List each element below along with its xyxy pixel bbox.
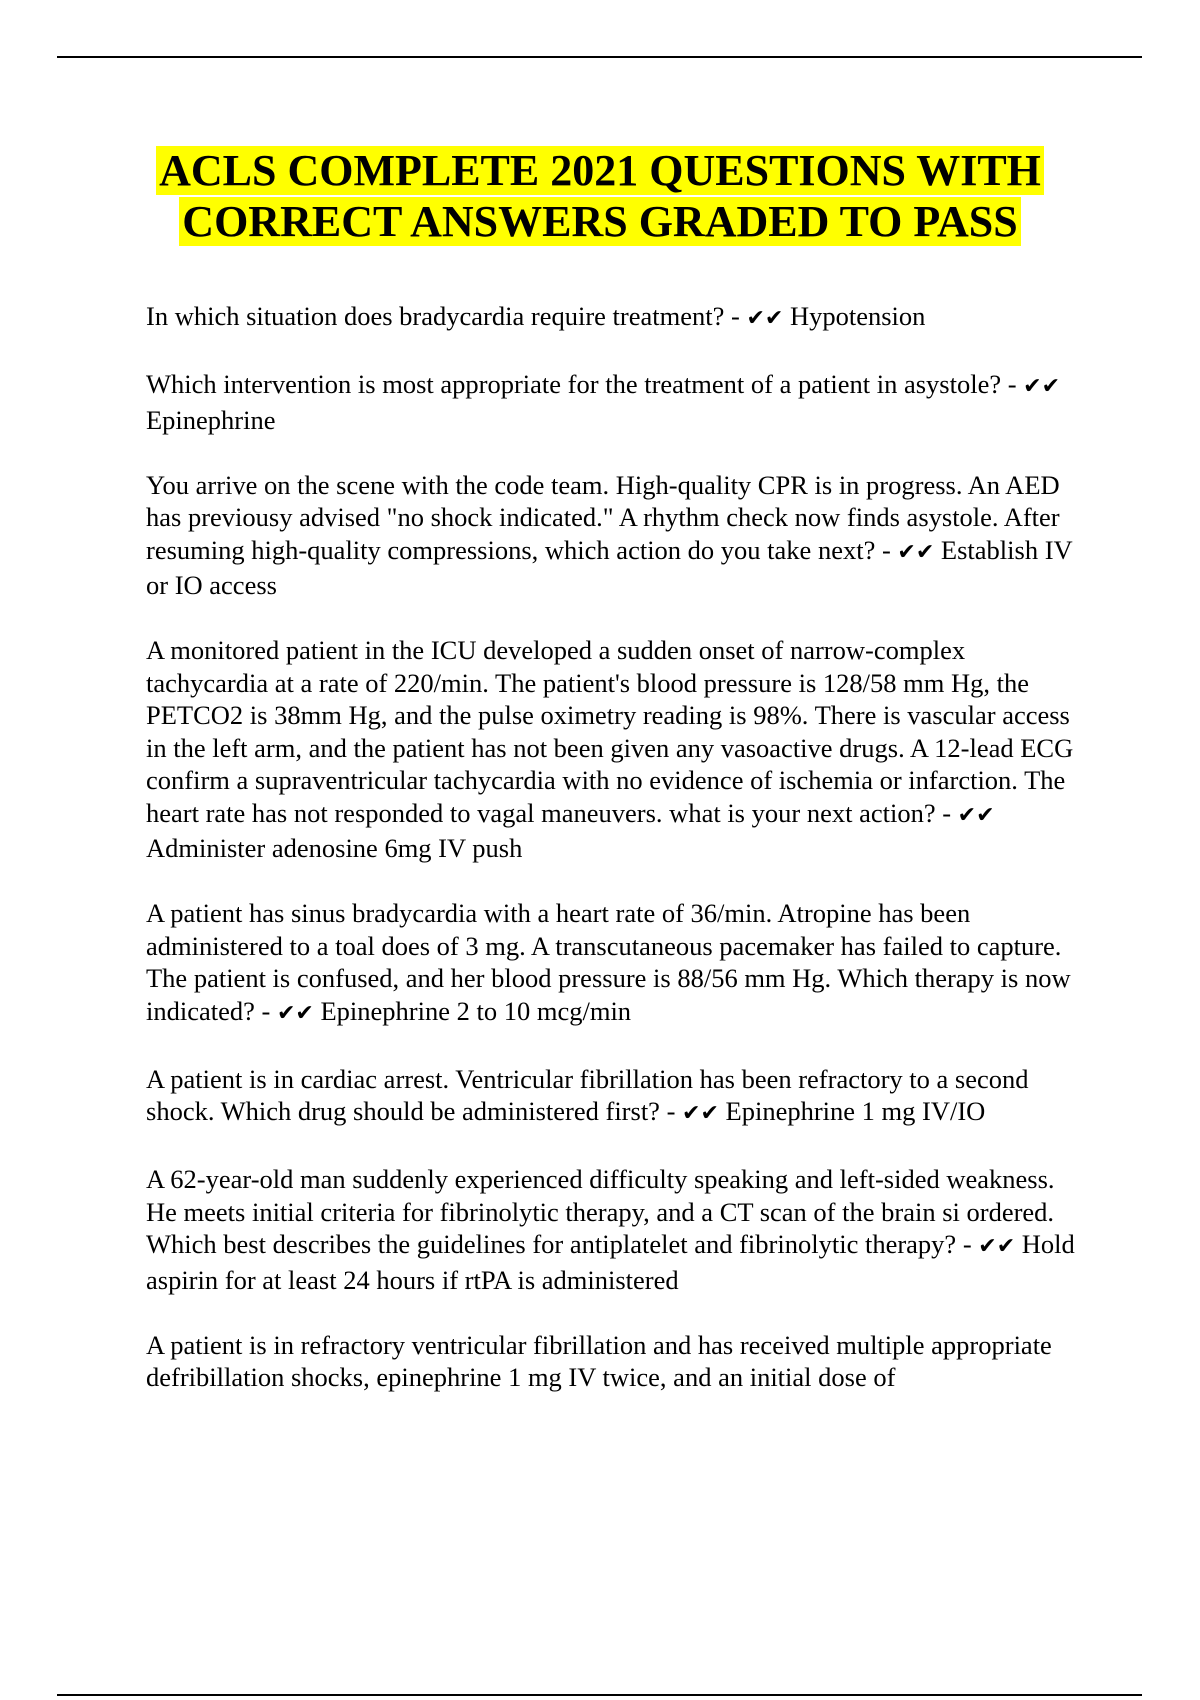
qa-separator: - [724, 301, 747, 331]
question-text: Which intervention is most appropriate for the treatment of a patient in asystole? [146, 369, 1002, 399]
qa-list [146, 300, 1091, 1426]
answer-text: Establish IV or IO access [146, 534, 1073, 600]
question-text: In which situation does bradycardia require treatment? [146, 301, 725, 331]
title-line-2: CORRECT ANSWERS GRADED TO PASS [179, 197, 1020, 246]
qa-item-partial [146, 1329, 1091, 1394]
qa-separator: - [875, 534, 898, 565]
question-text: A patient has sinus bradycardia with a heart rate of 36/min. Atropine has been administered to a toal does of 3 mg. A transcutaneous pacemaker has failed to capture. The patient is confused, and her blood pressure is 88/56 mm Hg. Which therapy is now indicated? [146, 898, 1071, 1026]
question-text: A patient is in refractory ventricular fibrillation and has received multiple appropriate defribillation shocks, epinephrine 1 mg IV twice, and an initial dose of [146, 1329, 1052, 1392]
question-text: A 62-year-old man suddenly experienced difficulty speaking and left-sided weakness. He meets initial criteria for fibrinolytic therapy, and a CT scan of the brain si ordered. Which best describes the guidelines for antiplatelet and fibrinolytic therapy? [146, 1164, 1055, 1259]
answer-text: Hypotension [789, 301, 926, 331]
double-check-icon: ✔✔ [746, 306, 784, 331]
qa-separator: - [935, 797, 958, 828]
qa-item [146, 634, 1091, 865]
answer-text: Administer adenosine 6mg IV push [146, 833, 523, 863]
qa-item [146, 1063, 1091, 1131]
document-header [60, 145, 1140, 247]
qa-item [146, 300, 1091, 336]
double-check-icon: ✔✔ [682, 1101, 719, 1126]
qa-separator: - [659, 1096, 683, 1126]
double-check-icon: ✔✔ [1023, 374, 1061, 399]
double-check-icon: ✔✔ [957, 802, 995, 828]
answer-text: Hold aspirin for at least 24 hours if rtPA is administered [146, 1229, 1075, 1295]
answer-text: Epinephrine 1 mg IV/IO [725, 1096, 986, 1126]
qa-separator: - [956, 1229, 979, 1259]
question-text: A monitored patient in the ICU developed a sudden onset of narrow-complex tachycardia at a rate of 220/min. The patient's blood pressure is 128/58 mm Hg, the PETCO2 is 38mm Hg, and the pulse oximetry reading is 98%. There is vascular access in the left arm, and the patient has not been given any vasoactive drugs. A 12-lead ECG confirm a supraventricular tachycardia with no evidence of ischemia or infarction. The heart rate has not responded to vagal maneuvers. what is your next action? [146, 635, 1074, 828]
qa-separator: - [254, 995, 277, 1026]
double-check-icon: ✔✔ [897, 539, 935, 565]
qa-item [146, 897, 1091, 1030]
bottom-rule [57, 1694, 1142, 1696]
title-line-1: ACLS COMPLETE 2021 QUESTIONS WITH [156, 146, 1044, 195]
qa-separator: - [1001, 369, 1024, 399]
qa-item [146, 368, 1091, 436]
document-title [60, 145, 1140, 247]
qa-item [146, 1163, 1091, 1296]
qa-item [146, 469, 1091, 602]
top-rule [57, 56, 1142, 58]
answer-text: Epinephrine 2 to 10 mcg/min [320, 995, 632, 1026]
double-check-icon: ✔✔ [276, 1000, 314, 1026]
answer-text: Epinephrine [146, 404, 276, 435]
question-text: A patient is in cardiac arrest. Ventricular fibrillation has been refractory to a second shock. Which drug should be administered first? [146, 1063, 1029, 1126]
question-text: You arrive on the scene with the code team. High-quality CPR is in progress. An AED has previousy advised "no shock indicated." A rhythm check now finds asystole. After resuming high-quality compressions, which action do you take next? [146, 469, 1060, 565]
double-check-icon: ✔✔ [978, 1234, 1016, 1259]
